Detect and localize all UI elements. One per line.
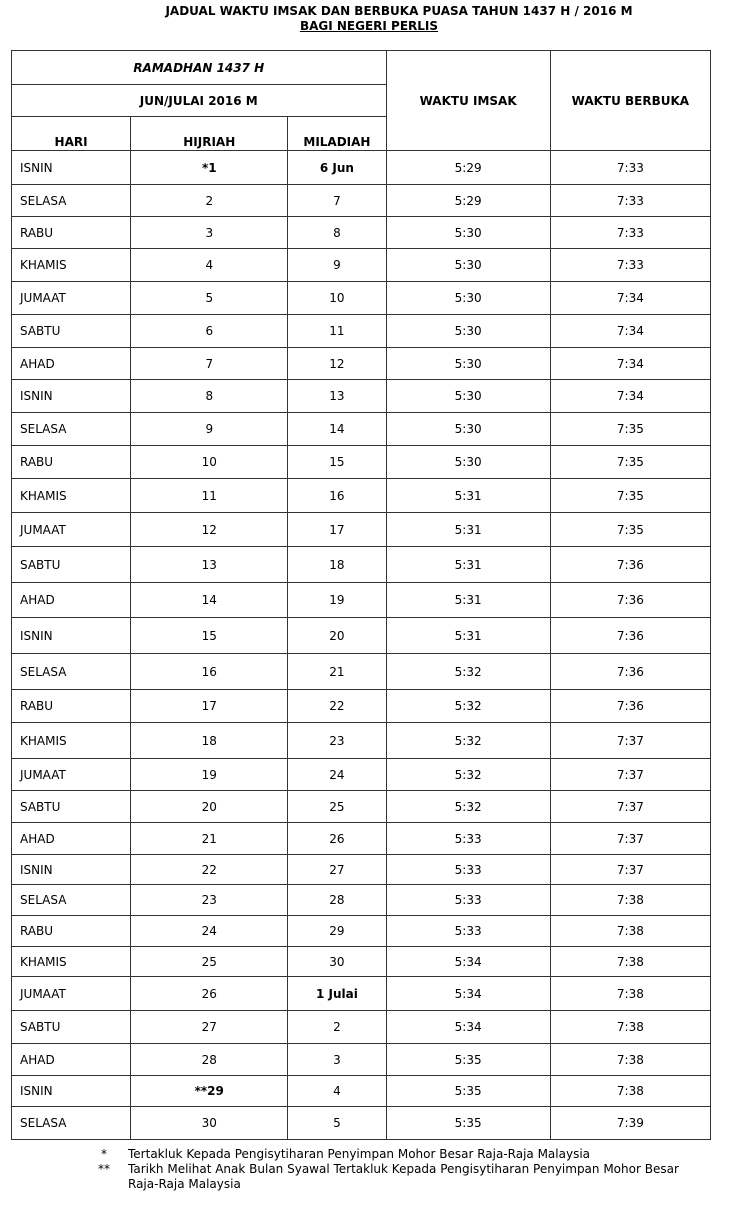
header-miladiah: MILADIAH	[288, 117, 386, 151]
table-row	[12, 249, 711, 282]
header-ramadhan: RAMADHAN 1437 H	[12, 51, 387, 85]
miladiah-cell: 21	[288, 654, 386, 690]
imsak-time-cell: 5:34	[386, 947, 550, 977]
document-title	[0, 4, 738, 34]
imsak-time-cell: 5:32	[386, 723, 550, 759]
hijriah-cell: 27	[131, 1011, 288, 1044]
day-cell: RABU	[12, 916, 131, 947]
hijriah-cell: 6	[131, 315, 288, 348]
imsak-time-cell: 5:31	[386, 479, 550, 513]
miladiah-cell: 18	[288, 547, 386, 583]
berbuka-time-cell: 7:36	[550, 654, 710, 690]
berbuka-time-cell: 7:38	[550, 947, 710, 977]
table-row	[12, 583, 711, 618]
miladiah-cell: 17	[288, 513, 386, 547]
hijriah-cell: 5	[131, 282, 288, 315]
footnotes	[0, 1147, 738, 1194]
table-row	[12, 1011, 711, 1044]
berbuka-time-cell: 7:34	[550, 315, 710, 348]
miladiah-cell: 1 Julai	[288, 977, 386, 1011]
table-row	[12, 217, 711, 249]
hijriah-cell: 8	[131, 380, 288, 413]
hijriah-cell: 26	[131, 977, 288, 1011]
imsak-time-cell: 5:32	[386, 759, 550, 791]
day-cell: SELASA	[12, 413, 131, 446]
hijriah-cell: 13	[131, 547, 288, 583]
schedule-table	[11, 50, 711, 1140]
table-row	[12, 547, 711, 583]
day-cell: AHAD	[12, 348, 131, 380]
imsak-time-cell: 5:30	[386, 380, 550, 413]
hijriah-cell: 10	[131, 446, 288, 479]
header-hijriah: HIJRIAH	[131, 117, 288, 151]
footnote-mark: **	[98, 1162, 110, 1176]
imsak-time-cell: 5:30	[386, 217, 550, 249]
imsak-time-cell: 5:31	[386, 513, 550, 547]
title-line-2: BAGI NEGERI PERLIS	[299, 19, 439, 33]
hijriah-cell: 21	[131, 823, 288, 855]
hijriah-cell: 3	[131, 217, 288, 249]
hijriah-cell: 9	[131, 413, 288, 446]
imsak-time-cell: 5:33	[386, 916, 550, 947]
berbuka-time-cell: 7:35	[550, 446, 710, 479]
table-row	[12, 315, 711, 348]
berbuka-time-cell: 7:36	[550, 547, 710, 583]
berbuka-time-cell: 7:35	[550, 413, 710, 446]
day-cell: KHAMIS	[12, 249, 131, 282]
footnote-text: Tarikh Melihat Anak Bulan Syawal Tertakluk Kepada Pengisytiharan Penyimpan Mohor Besar Raja-Raja Malaysia	[128, 1162, 679, 1191]
berbuka-time-cell: 7:38	[550, 916, 710, 947]
day-cell: AHAD	[12, 823, 131, 855]
day-cell: ISNIN	[12, 618, 131, 654]
table-row	[12, 690, 711, 723]
miladiah-cell: 25	[288, 791, 386, 823]
miladiah-cell: 19	[288, 583, 386, 618]
berbuka-time-cell: 7:33	[550, 217, 710, 249]
table-row	[12, 791, 711, 823]
miladiah-cell: 30	[288, 947, 386, 977]
imsak-time-cell: 5:33	[386, 855, 550, 885]
imsak-time-cell: 5:32	[386, 690, 550, 723]
imsak-time-cell: 5:35	[386, 1044, 550, 1076]
hijriah-cell: 17	[131, 690, 288, 723]
miladiah-cell: 26	[288, 823, 386, 855]
berbuka-time-cell: 7:37	[550, 855, 710, 885]
table-body	[12, 151, 711, 1140]
imsak-time-cell: 5:35	[386, 1107, 550, 1140]
table-row	[12, 885, 711, 916]
hijriah-cell: 2	[131, 185, 288, 217]
day-cell: JUMAAT	[12, 759, 131, 791]
day-cell: KHAMIS	[12, 723, 131, 759]
imsak-time-cell: 5:32	[386, 791, 550, 823]
hijriah-cell: 15	[131, 618, 288, 654]
miladiah-cell: 3	[288, 1044, 386, 1076]
miladiah-cell: 4	[288, 1076, 386, 1107]
miladiah-cell: 15	[288, 446, 386, 479]
berbuka-time-cell: 7:33	[550, 151, 710, 185]
hijriah-cell: 16	[131, 654, 288, 690]
berbuka-time-cell: 7:37	[550, 791, 710, 823]
day-cell: AHAD	[12, 1044, 131, 1076]
table-row	[12, 413, 711, 446]
table-row	[12, 446, 711, 479]
table-row	[12, 1107, 711, 1140]
imsak-time-cell: 5:31	[386, 583, 550, 618]
hijriah-cell: 22	[131, 855, 288, 885]
miladiah-cell: 16	[288, 479, 386, 513]
table-row	[12, 380, 711, 413]
day-cell: SELASA	[12, 1107, 131, 1140]
table-row	[12, 513, 711, 547]
miladiah-cell: 23	[288, 723, 386, 759]
berbuka-time-cell: 7:37	[550, 759, 710, 791]
miladiah-cell: 11	[288, 315, 386, 348]
day-cell: RABU	[12, 446, 131, 479]
day-cell: ISNIN	[12, 855, 131, 885]
day-cell: KHAMIS	[12, 947, 131, 977]
header-hari: HARI	[12, 117, 131, 151]
day-cell: SELASA	[12, 185, 131, 217]
berbuka-time-cell: 7:34	[550, 380, 710, 413]
berbuka-time-cell: 7:35	[550, 479, 710, 513]
hijriah-cell: *1	[131, 151, 288, 185]
table-row	[12, 654, 711, 690]
hijriah-cell: 20	[131, 791, 288, 823]
miladiah-cell: 13	[288, 380, 386, 413]
hijriah-cell: 28	[131, 1044, 288, 1076]
day-cell: JUMAAT	[12, 513, 131, 547]
header-jun-julai: JUN/JULAI 2016 M	[12, 85, 387, 117]
berbuka-time-cell: 7:36	[550, 618, 710, 654]
day-cell: RABU	[12, 217, 131, 249]
miladiah-cell: 28	[288, 885, 386, 916]
table-row	[12, 282, 711, 315]
miladiah-cell: 9	[288, 249, 386, 282]
day-cell: ISNIN	[12, 1076, 131, 1107]
day-cell: ISNIN	[12, 380, 131, 413]
imsak-time-cell: 5:35	[386, 1076, 550, 1107]
imsak-time-cell: 5:32	[386, 654, 550, 690]
imsak-time-cell: 5:31	[386, 547, 550, 583]
berbuka-time-cell: 7:34	[550, 348, 710, 380]
hijriah-cell: 19	[131, 759, 288, 791]
header-waktu-berbuka: WAKTU BERBUKA	[550, 51, 710, 151]
day-cell: JUMAAT	[12, 977, 131, 1011]
header-waktu-imsak: WAKTU IMSAK	[386, 51, 550, 151]
footnote-mark: *	[101, 1147, 107, 1161]
imsak-time-cell: 5:30	[386, 413, 550, 446]
day-cell: SABTU	[12, 791, 131, 823]
day-cell: AHAD	[12, 583, 131, 618]
table-row	[12, 1076, 711, 1107]
table-row	[12, 1044, 711, 1076]
hijriah-cell: 12	[131, 513, 288, 547]
day-cell: JUMAAT	[12, 282, 131, 315]
hijriah-cell: 25	[131, 947, 288, 977]
hijriah-cell: 23	[131, 885, 288, 916]
hijriah-cell: **29	[131, 1076, 288, 1107]
hijriah-cell: 7	[131, 348, 288, 380]
hijriah-cell: 30	[131, 1107, 288, 1140]
imsak-time-cell: 5:34	[386, 977, 550, 1011]
berbuka-time-cell: 7:38	[550, 977, 710, 1011]
hijriah-cell: 14	[131, 583, 288, 618]
hijriah-cell: 11	[131, 479, 288, 513]
berbuka-time-cell: 7:34	[550, 282, 710, 315]
imsak-time-cell: 5:34	[386, 1011, 550, 1044]
miladiah-cell: 7	[288, 185, 386, 217]
footnote-2	[0, 1162, 738, 1194]
berbuka-time-cell: 7:38	[550, 1011, 710, 1044]
miladiah-cell: 14	[288, 413, 386, 446]
berbuka-time-cell: 7:36	[550, 583, 710, 618]
table-row	[12, 618, 711, 654]
imsak-time-cell: 5:29	[386, 151, 550, 185]
berbuka-time-cell: 7:38	[550, 885, 710, 916]
table-row	[12, 759, 711, 791]
berbuka-time-cell: 7:33	[550, 185, 710, 217]
berbuka-time-cell: 7:37	[550, 723, 710, 759]
miladiah-cell: 29	[288, 916, 386, 947]
miladiah-cell: 12	[288, 348, 386, 380]
miladiah-cell: 24	[288, 759, 386, 791]
imsak-time-cell: 5:30	[386, 446, 550, 479]
berbuka-time-cell: 7:38	[550, 1044, 710, 1076]
hijriah-cell: 4	[131, 249, 288, 282]
table-row	[12, 151, 711, 185]
table-row	[12, 823, 711, 855]
miladiah-cell: 5	[288, 1107, 386, 1140]
berbuka-time-cell: 7:33	[550, 249, 710, 282]
table-row	[12, 348, 711, 380]
day-cell: SABTU	[12, 315, 131, 348]
day-cell: SABTU	[12, 1011, 131, 1044]
berbuka-time-cell: 7:38	[550, 1076, 710, 1107]
hijriah-cell: 18	[131, 723, 288, 759]
miladiah-cell: 27	[288, 855, 386, 885]
imsak-time-cell: 5:33	[386, 885, 550, 916]
imsak-time-cell: 5:30	[386, 282, 550, 315]
miladiah-cell: 20	[288, 618, 386, 654]
day-cell: RABU	[12, 690, 131, 723]
imsak-time-cell: 5:30	[386, 348, 550, 380]
miladiah-cell: 8	[288, 217, 386, 249]
day-cell: SELASA	[12, 885, 131, 916]
footnote-text: Tertakluk Kepada Pengisytiharan Penyimpan Mohor Besar Raja-Raja Malaysia	[128, 1147, 591, 1161]
imsak-time-cell: 5:29	[386, 185, 550, 217]
berbuka-time-cell: 7:35	[550, 513, 710, 547]
berbuka-time-cell: 7:37	[550, 823, 710, 855]
day-cell: KHAMIS	[12, 479, 131, 513]
hijriah-cell: 24	[131, 916, 288, 947]
table-row	[12, 723, 711, 759]
table-row	[12, 855, 711, 885]
berbuka-time-cell: 7:39	[550, 1107, 710, 1140]
table-row	[12, 185, 711, 217]
miladiah-cell: 2	[288, 1011, 386, 1044]
imsak-time-cell: 5:31	[386, 618, 550, 654]
miladiah-cell: 6 Jun	[288, 151, 386, 185]
imsak-time-cell: 5:30	[386, 249, 550, 282]
berbuka-time-cell: 7:36	[550, 690, 710, 723]
imsak-time-cell: 5:33	[386, 823, 550, 855]
table-row	[12, 977, 711, 1011]
imsak-time-cell: 5:30	[386, 315, 550, 348]
footnote-1	[0, 1147, 738, 1162]
day-cell: SABTU	[12, 547, 131, 583]
day-cell: SELASA	[12, 654, 131, 690]
miladiah-cell: 10	[288, 282, 386, 315]
table-row	[12, 479, 711, 513]
miladiah-cell: 22	[288, 690, 386, 723]
table-row	[12, 947, 711, 977]
day-cell: ISNIN	[12, 151, 131, 185]
title-line-1: JADUAL WAKTU IMSAK DAN BERBUKA PUASA TAHUN 1437 H / 2016 M	[165, 4, 633, 18]
table-row	[12, 916, 711, 947]
